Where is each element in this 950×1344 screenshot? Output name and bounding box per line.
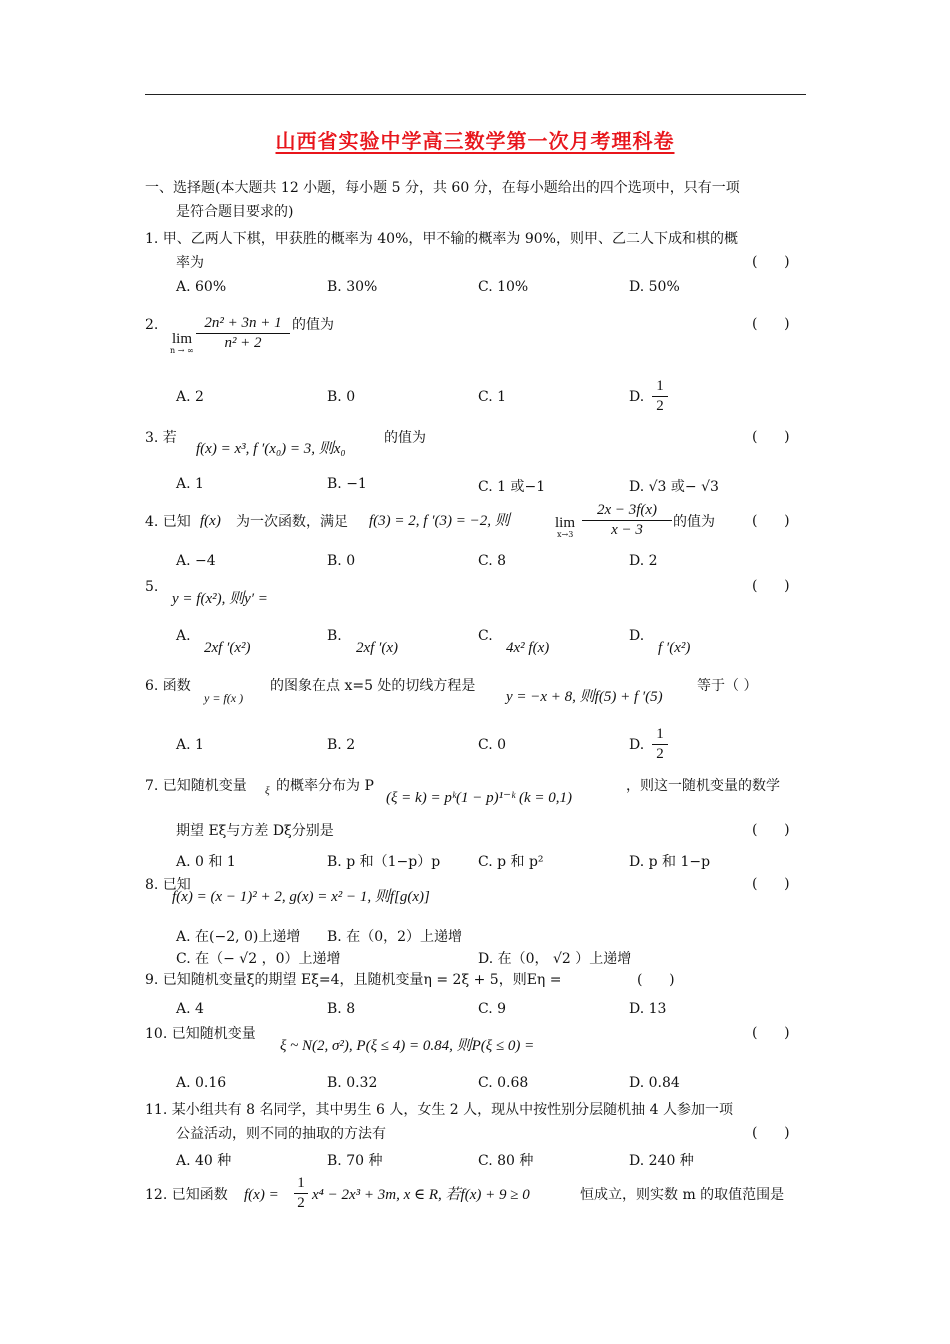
q7-option-a: A. 0 和 1: [176, 854, 236, 870]
q3-formula: f(x) = x³, f ′(x₀) = 3, 则x₀: [196, 441, 346, 457]
q5-number: 5.: [145, 579, 159, 595]
q1-stem: 1. 甲、乙两人下棋，甲获胜的概率为 40%，甲不输的概率为 90%，则甲、乙二人下成和棋的概: [145, 231, 738, 247]
q5-option-b-label: B.: [327, 628, 342, 644]
q3-answer-paren: ( ): [752, 429, 790, 445]
q7-prefix: 7. 已知随机变量: [145, 778, 247, 794]
q6-mid: 的图象在点 x=5 处的切线方程是: [270, 678, 476, 694]
q4-option-b: B. 0: [327, 553, 356, 569]
q2-option-d-fraction: [652, 378, 668, 415]
q2-fraction: [196, 315, 290, 352]
q1-option-a: A. 60%: [176, 279, 227, 295]
q1-answer-paren: ( ): [752, 254, 790, 270]
q3-option-d: D. √3 或− √3: [629, 479, 719, 495]
q7-option-b: B. p 和（1−p）p: [327, 854, 441, 870]
q4-answer-paren: ( ): [752, 513, 790, 529]
q2-option-a: A. 2: [176, 389, 204, 405]
q2-answer-paren: ( ): [752, 316, 790, 332]
q4-fraction: [582, 502, 672, 539]
q8-option-b: B. 在（0，2）上递增: [327, 929, 463, 945]
q7-option-d: D. p 和 1−p: [629, 854, 711, 870]
q9-stem: 9. 已知随机变量ξ的期望 Eξ=4，且随机变量η = 2ξ + 5，则Eη =: [145, 972, 562, 988]
q2-option-c: C. 1: [478, 389, 507, 405]
q9-option-c: C. 9: [478, 1001, 507, 1017]
q6-d-num: 1: [652, 726, 668, 745]
q3-prefix: 3. 若: [145, 430, 177, 446]
section-heading-cont: 是符合题目要求的): [176, 204, 294, 220]
q4-mid: 为一次函数，满足: [236, 514, 348, 530]
q4-condition: f(3) = 2, f ′(3) = −2, 则: [369, 513, 510, 529]
q7-tail: ，则这一随机变量的数学: [626, 778, 780, 794]
q6-option-d-label: D.: [629, 737, 645, 753]
q11-stem-cont: 公益活动，则不同的抽取的方法有: [176, 1126, 386, 1142]
q6-formula: y = −x + 8, 则f(5) + f ′(5): [506, 689, 663, 705]
q11-option-c: C. 80 种: [478, 1153, 534, 1169]
section-heading: 一、选择题(本大题共 12 小题，每小题 5 分，共 60 分，在每小题给出的四个选项中，只有一项: [145, 180, 740, 196]
q8-answer-paren: ( ): [752, 876, 790, 892]
q10-answer-paren: ( ): [752, 1025, 790, 1041]
q11-option-b: B. 70 种: [327, 1153, 383, 1169]
q5-option-c: 4x² f(x): [506, 640, 550, 656]
q1-option-c: C. 10%: [478, 279, 529, 295]
q5-option-c-label: C.: [478, 628, 493, 644]
q11-stem: 11. 某小组共有 8 名同学，其中男生 6 人，女生 2 人，现从中按性别分层随机抽 4 人参加一项: [145, 1102, 733, 1118]
q2-lim: lim: [172, 331, 193, 347]
q4-option-a: A. −4: [176, 553, 216, 569]
q4-option-c: C. 8: [478, 553, 507, 569]
q3-option-a: A. 1: [176, 476, 204, 492]
q3-option-b: B. −1: [327, 476, 367, 492]
q1-option-d: D. 50%: [629, 279, 680, 295]
q10-option-a: A. 0.16: [176, 1075, 227, 1091]
q10-prefix: 10. 已知随机变量: [145, 1026, 256, 1042]
q8-prefix: 8. 已知: [145, 877, 191, 893]
q12-fx: f(x) =: [244, 1187, 279, 1203]
q10-option-c: C. 0.68: [478, 1075, 529, 1091]
q2-option-d-label: D.: [629, 389, 645, 405]
q10-option-b: B. 0.32: [327, 1075, 378, 1091]
q7-answer-paren: ( ): [752, 822, 790, 838]
header-rule: [145, 94, 806, 95]
q8-formula: f(x) = (x − 1)² + 2, g(x) = x² − 1, 则f[g(x)]: [172, 889, 430, 905]
q8-option-c: C. 在（− √2 ，0）上递增: [176, 951, 341, 967]
q6-option-c: C. 0: [478, 737, 507, 753]
q4-tail: 的值为: [673, 514, 715, 530]
q5-option-d: f ′(x²): [658, 640, 691, 656]
q6-d-den: 2: [656, 746, 664, 762]
q4-fx: f(x): [200, 513, 221, 529]
q2-tail: 的值为: [292, 317, 334, 333]
q3-option-c: C. 1 或−1: [478, 479, 546, 495]
q8-option-a: A. 在(−2, 0)上递增: [176, 929, 301, 945]
q12-frac-den: 2: [297, 1195, 305, 1211]
q5-formula: y = f(x²), 则y′ =: [172, 591, 268, 607]
page-title: 山西省实验中学高三数学第一次月考理科卷: [275, 129, 675, 153]
q12-fraction: [294, 1175, 308, 1212]
q7-xi: ξ: [265, 785, 270, 797]
q2-number: 2.: [145, 317, 159, 333]
q5-answer-paren: ( ): [752, 578, 790, 594]
q5-option-b: 2xf ′(x): [356, 640, 399, 656]
q12-formula: x⁴ − 2x³ + 3m, x ∈ R, 若f(x) + 9 ≥ 0: [312, 1187, 530, 1203]
q7-option-c: C. p 和 p²: [478, 854, 544, 870]
q9-option-a: A. 4: [176, 1001, 204, 1017]
q6-fx: y = f(x ): [204, 691, 244, 705]
q6-option-b: B. 2: [327, 737, 356, 753]
q11-option-d: D. 240 种: [629, 1153, 694, 1169]
q1-stem-cont: 率为: [176, 255, 204, 271]
q5-option-d-label: D.: [629, 628, 645, 644]
q12-prefix: 12. 已知函数: [145, 1187, 228, 1203]
q12-frac-num: 1: [294, 1175, 308, 1194]
q9-option-d: D. 13: [629, 1001, 667, 1017]
q2-d-num: 1: [652, 378, 668, 397]
q5-option-a-label: A.: [176, 628, 191, 644]
q7-mid: 的概率分布为 P: [276, 778, 374, 794]
q12-tail: 恒成立，则实数 m 的取值范围是: [580, 1187, 785, 1203]
q10-option-d: D. 0.84: [629, 1075, 680, 1091]
q7-stem-cont: 期望 Eξ与方差 Dξ分别是: [176, 823, 334, 839]
q4-lim: lim: [555, 515, 576, 531]
q6-option-a: A. 1: [176, 737, 204, 753]
q2-lim-sub: n → ∞: [170, 346, 194, 355]
q6-prefix: 6. 函数: [145, 678, 191, 694]
q2-d-den: 2: [656, 398, 664, 414]
q3-tail: 的值为: [384, 430, 426, 446]
q4-lim-sub: x→3: [557, 530, 574, 539]
q2-numerator: 2n² + 3n + 1: [196, 315, 290, 334]
q4-numerator: 2x − 3f(x): [582, 502, 672, 521]
q5-option-a: 2xf ′(x²): [204, 640, 251, 656]
q7-formula: (ξ = k) = pᵏ(1 − p)¹⁻ᵏ (k = 0,1): [386, 790, 573, 806]
q9-option-b: B. 8: [327, 1001, 356, 1017]
q6-option-d-fraction: [652, 726, 668, 763]
q1-option-b: B. 30%: [327, 279, 378, 295]
q8-option-d: D. 在（0， √2 ）上递增: [478, 951, 632, 967]
q11-answer-paren: ( ): [752, 1125, 790, 1141]
q9-answer-paren: ( ): [637, 972, 675, 988]
q6-tail: 等于（ ）: [697, 678, 758, 694]
q4-prefix: 4. 已知: [145, 514, 191, 530]
q2-denominator: n² + 2: [224, 335, 262, 351]
q11-option-a: A. 40 种: [176, 1153, 232, 1169]
q2-option-b: B. 0: [327, 389, 356, 405]
q4-denominator: x − 3: [611, 522, 643, 538]
q10-formula: ξ ~ N(2, σ²), P(ξ ≤ 4) = 0.84, 则P(ξ ≤ 0) =: [280, 1038, 535, 1054]
q4-option-d: D. 2: [629, 553, 658, 569]
